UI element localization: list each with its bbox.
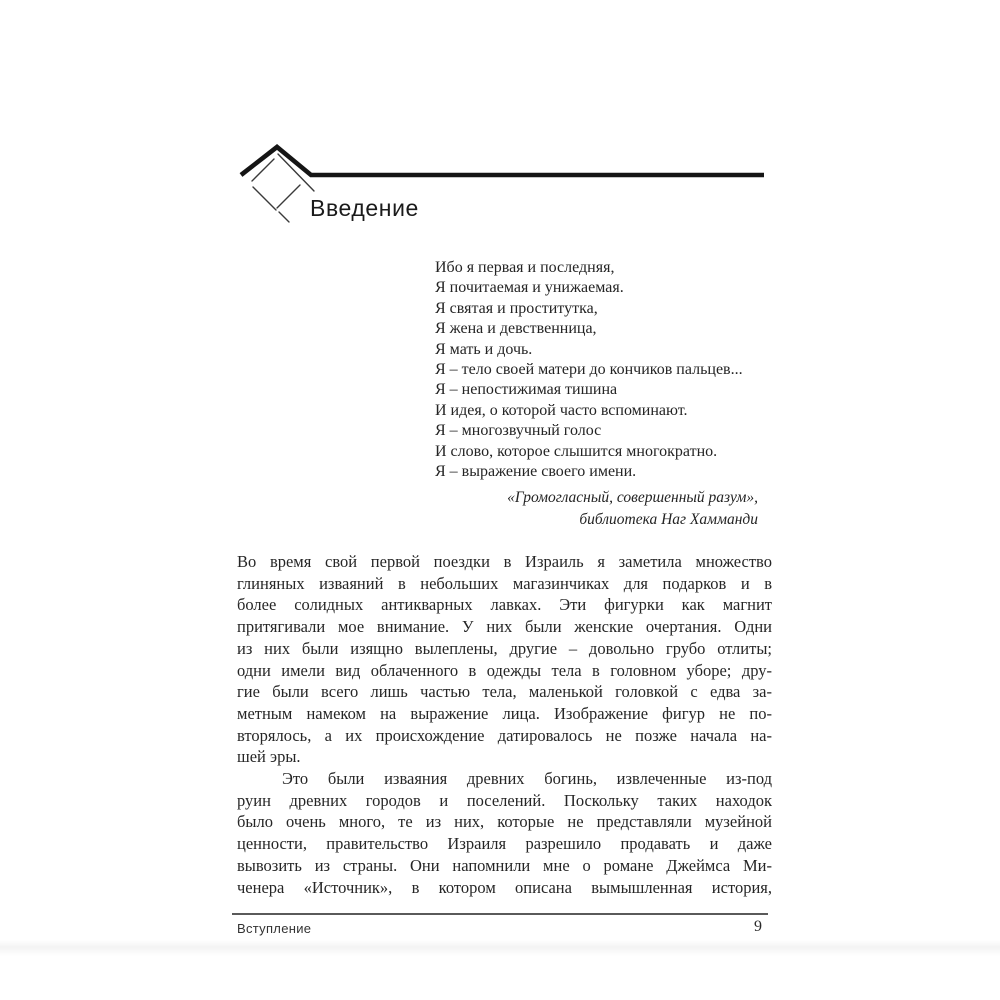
page-title: Введение <box>310 195 419 221</box>
running-footer: Вступление <box>237 921 312 936</box>
body-line: шей эры. <box>237 747 301 767</box>
epigraph-line: Я – тело своей матери до кончиков пальцев... <box>435 361 743 379</box>
epigraph-line: Ибо я первая и последняя, <box>435 259 615 276</box>
body-line: ченера «Источник», в котором описана вымышленная история, <box>237 877 772 897</box>
epigraph-line: И слово, которое слышится многократно. <box>435 442 718 460</box>
epigraph-attribution <box>237 487 758 530</box>
body-line: вывозить из страны. Они напомнили мне о романе Джеймса Ми- <box>237 855 772 875</box>
epigraph-line: Я жена и девственница, <box>435 320 597 338</box>
body-line: вторялось, а их происхождение датировалось не позже начала на- <box>237 725 772 745</box>
body-line: одни имели вид облаченного в одежды тела в головном уборе; дру- <box>237 660 772 680</box>
epigraph-line: Я мать и дочь. <box>435 340 533 358</box>
body-line: притягивали мое внимание. У них были женские очертания. Одни <box>237 617 772 637</box>
page-edge-shadow <box>0 940 1000 956</box>
body-line: из них были изящно вылеплены, другие – довольно грубо отлиты; <box>237 638 772 658</box>
epigraph-line: Я – выражение своего имени. <box>435 463 637 481</box>
epigraph <box>435 258 775 482</box>
footer-divider <box>232 913 768 915</box>
body-line: было очень много, те из них, которые не представляли музейной <box>237 812 772 832</box>
epigraph-line: Я почитаемая и унижаемая. <box>435 279 624 297</box>
epigraph-line: Я – непостижимая тишина <box>435 381 618 399</box>
page-number: 9 <box>754 918 762 935</box>
body-line: Во время свой первой поездки в Израиль я заметила множество <box>237 552 772 571</box>
epigraph-line: Я – многозвучный голос <box>435 422 602 440</box>
body-line: метным намеком на выражение лица. Изображение фигур не по- <box>237 703 772 723</box>
body-line: Это были изваяния древних богинь, извлеченные из-под <box>282 769 772 789</box>
body-line: глиняных изваяний в небольших магазинчиках для подарков и в <box>237 573 772 593</box>
body-line: более солидных антикварных лавках. Эти фигурки как магнит <box>237 595 772 615</box>
epigraph-line: Я святая и проститутка, <box>435 299 598 317</box>
attribution-line: библиотека Наг Хамманди <box>579 510 758 528</box>
body-text <box>237 551 772 898</box>
body-line: руин древних городов и поселений. Поскольку таких находок <box>237 790 772 810</box>
attribution-line: «Громогласный, совершенный разум», <box>507 489 758 506</box>
epigraph-line: И идея, о которой часто вспоминают. <box>435 401 688 419</box>
body-line: гие были всего лишь частью тела, маленькой головкой с едва за- <box>237 682 772 702</box>
body-line: ценности, правительство Израиля разрешило продавать и даже <box>237 834 772 854</box>
